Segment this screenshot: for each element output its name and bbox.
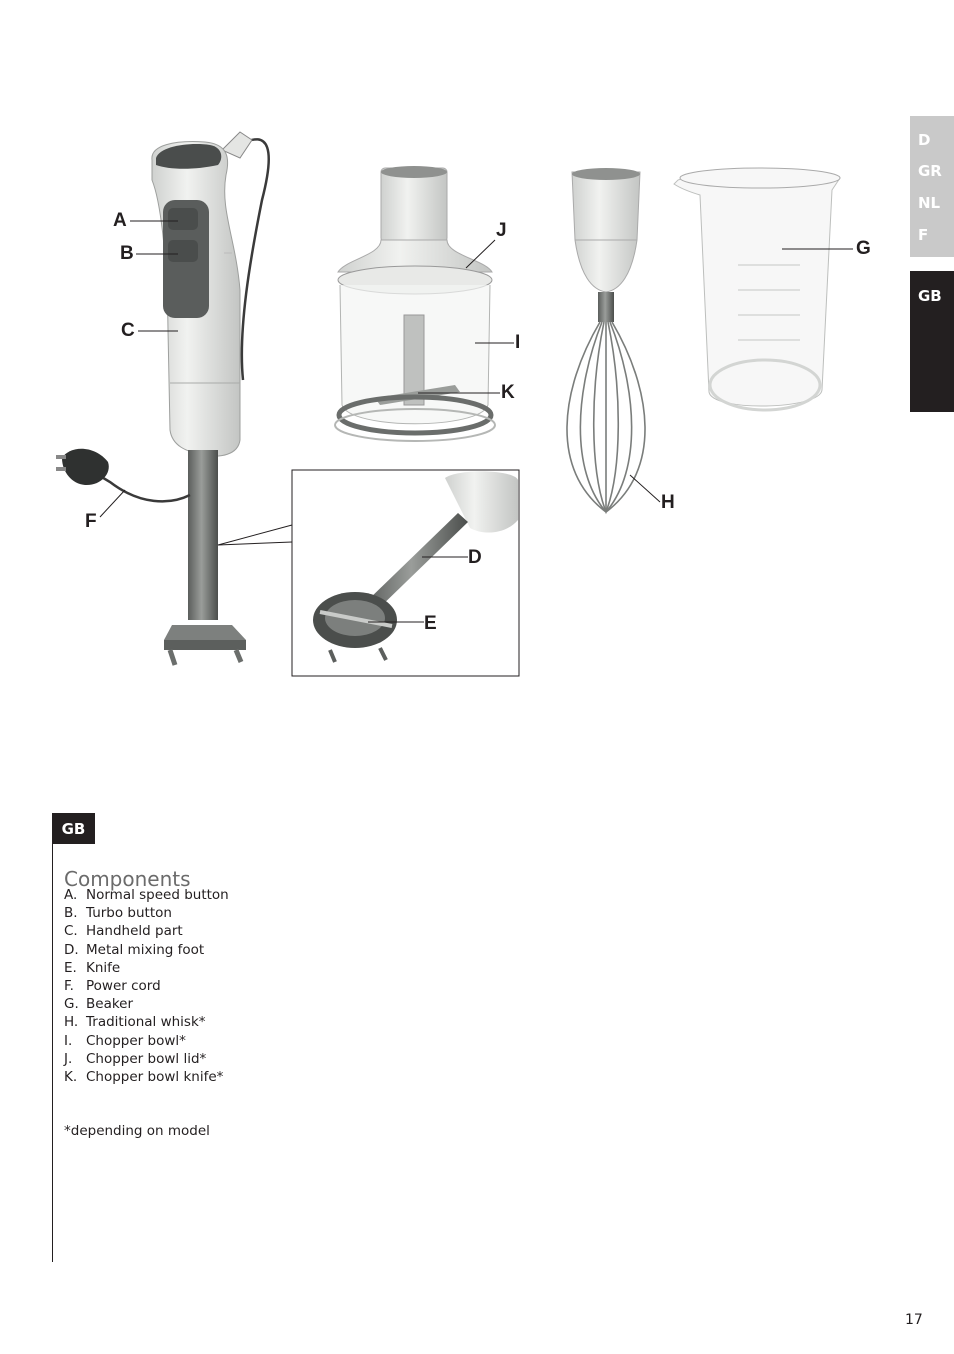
item-letter: D. [64,941,79,958]
hand-blender-drawing [56,132,269,665]
list-item [64,922,229,940]
item-label: Traditional whisk* [86,1014,206,1031]
section-language-badge: GB [52,813,95,844]
lang-tab-d[interactable]: D [918,131,931,149]
item-letter: K. [64,1068,78,1085]
list-item [64,886,229,904]
callout-a: A [113,210,127,231]
item-label: Handheld part [86,923,183,940]
list-item [64,995,229,1013]
list-item [64,941,229,959]
callout-g: G [856,238,871,259]
item-label: Turbo button [86,905,172,922]
lang-tab-nl[interactable]: NL [918,194,941,212]
list-item [64,1032,229,1050]
item-letter: J. [64,1050,73,1067]
item-letter: H. [64,1014,79,1031]
mixing-foot-detail [218,470,519,676]
callout-f: F [85,511,97,532]
lang-tab-gr[interactable]: GR [918,162,942,180]
item-letter: E. [64,959,77,976]
callout-b: B [120,243,134,264]
lang-tab-gb-label: GB [918,287,942,305]
chopper-drawing [335,166,495,441]
beaker-drawing [674,168,840,410]
item-label: Knife [86,959,121,976]
item-letter: B. [64,905,78,922]
callout-c: C [121,320,135,341]
item-label: Power cord [86,977,161,994]
footnote: *depending on model [64,1123,210,1139]
callout-k: K [501,382,515,403]
list-item [64,977,229,995]
item-letter: F. [64,977,74,994]
callout-j: J [496,220,507,241]
components-list [64,886,229,1086]
callout-e: E [424,613,437,634]
item-letter: G. [64,996,79,1013]
item-letter: A. [64,887,78,903]
lang-tab-f[interactable]: F [918,226,929,244]
item-label: Chopper bowl knife* [86,1068,224,1085]
item-label: Normal speed button [86,887,229,903]
item-label: Chopper bowl lid* [86,1050,207,1067]
list-item [64,1068,229,1086]
callout-i: I [515,332,521,353]
item-letter: I. [64,1032,73,1049]
item-letter: C. [64,923,78,940]
list-item [64,904,229,922]
list-item [64,1013,229,1031]
page-number: 17 [905,1312,923,1328]
callout-h: H [661,492,675,513]
item-label: Chopper bowl* [86,1032,186,1049]
callout-d: D [468,547,482,568]
item-label: Beaker [86,996,134,1013]
whisk-drawing [567,168,645,512]
list-item [64,959,229,977]
list-item [64,1050,229,1068]
section-title: Components [64,866,191,891]
section-divider [52,844,53,1262]
item-label: Metal mixing foot [86,941,205,958]
